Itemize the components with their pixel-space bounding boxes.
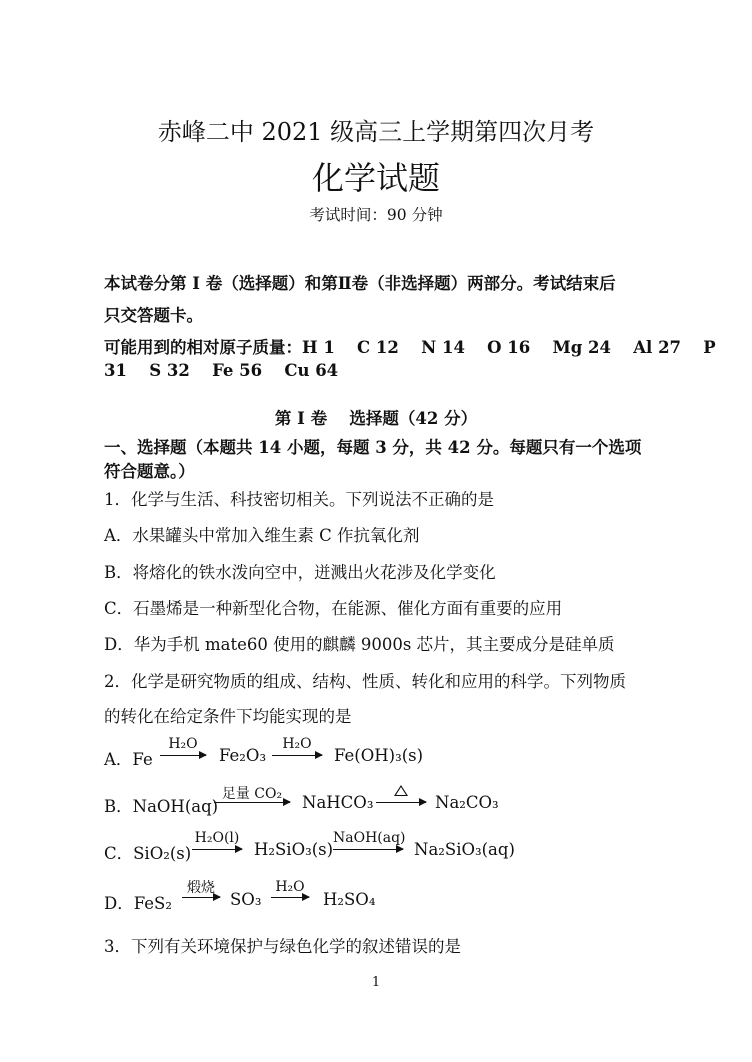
reaction-arrow-icon xyxy=(271,897,309,898)
q2-a-label: A．Fe xyxy=(104,750,153,769)
reaction-arrow-icon xyxy=(333,849,403,850)
atomic-mass-line-1: 可能用到的相对原子质量：H 1 C 12 N 14 O 16 Mg 24 Al 27 P xyxy=(104,338,716,357)
intro-line-2: 只交答题卡。 xyxy=(104,306,203,325)
q2-c-cond1: H₂O(l) xyxy=(194,830,240,846)
q2-b-cond1: 足量 CO₂ xyxy=(221,786,283,802)
section-instruction-1: 一、选择题（本题共 14 小题，每题 3 分，共 42 分。每题只有一个选项 xyxy=(104,438,642,457)
section-instruction-2: 符合题意。） xyxy=(104,462,195,481)
subject-title: 化学试题 xyxy=(311,159,440,197)
page-number: 1 xyxy=(371,975,381,990)
q2-b-mid: NaHCO₃ xyxy=(302,793,374,812)
q1-option-d: D．华为手机 mate60 使用的麒麟 9000s 芯片，其主要成分是硅单质 xyxy=(104,635,615,654)
q2-stem-2: 的转化在给定条件下均能实现的是 xyxy=(104,707,352,726)
q2-stem-1: 2．化学是研究物质的组成、结构、性质、转化和应用的科学。下列物质 xyxy=(104,672,626,691)
reaction-arrow-icon xyxy=(376,802,426,803)
q2-d-mid: SO₃ xyxy=(230,890,262,909)
q2-c-label: C．SiO₂(s) xyxy=(104,844,192,863)
q2-a-end: Fe(OH)₃(s) xyxy=(334,746,424,765)
q2-d-label: D．FeS₂ xyxy=(104,894,172,913)
q2-a-cond1: H₂O xyxy=(168,736,198,752)
section-heading: 第 I 卷 选择题（42 分） xyxy=(274,409,478,428)
q2-b-end: Na₂CO₃ xyxy=(435,793,499,812)
q2-d-cond2: H₂O xyxy=(275,879,305,895)
q2-c-end: Na₂SiO₃(aq) xyxy=(414,840,515,859)
q1-option-c: C．石墨烯是一种新型化合物，在能源、催化方面有重要的应用 xyxy=(104,599,563,618)
q3-stem: 3．下列有关环境保护与绿色化学的叙述错误的是 xyxy=(104,937,461,956)
q2-a-cond2: H₂O xyxy=(282,736,312,752)
reaction-arrow-icon xyxy=(192,849,242,850)
q2-a-mid: Fe₂O₃ xyxy=(219,746,267,765)
atomic-mass-line-2: 31 S 32 Fe 56 Cu 64 xyxy=(104,361,339,380)
q1-option-b: B．将熔化的铁水泼向空中，迸溅出火花涉及化学变化 xyxy=(104,563,496,582)
q2-d-cond1: 煅烧 xyxy=(187,880,215,896)
intro-line-1: 本试卷分第 I 卷（选择题）和第Ⅱ卷（非选择题）两部分。考试结束后 xyxy=(104,274,616,293)
q2-c-cond2: NaOH(aq) xyxy=(333,830,406,846)
q2-b-label: B．NaOH(aq) xyxy=(104,797,219,816)
q1-option-a: A．水果罐头中常加入维生素 C 作抗氧化剂 xyxy=(104,526,420,545)
q2-c-mid: H₂SiO₃(s) xyxy=(254,840,334,859)
reaction-arrow-icon xyxy=(182,897,220,898)
q1-stem: 1．化学与生活、科技密切相关。下列说法不正确的是 xyxy=(104,490,494,509)
reaction-arrow-icon xyxy=(160,755,206,756)
exam-time: 考试时间：90 分钟 xyxy=(309,206,443,224)
q2-d-end: H₂SO₄ xyxy=(323,890,376,909)
reaction-arrow-icon xyxy=(214,802,290,803)
exam-title: 赤峰二中 2021 级高三上学期第四次月考 xyxy=(157,118,595,146)
reaction-arrow-icon xyxy=(272,755,322,756)
